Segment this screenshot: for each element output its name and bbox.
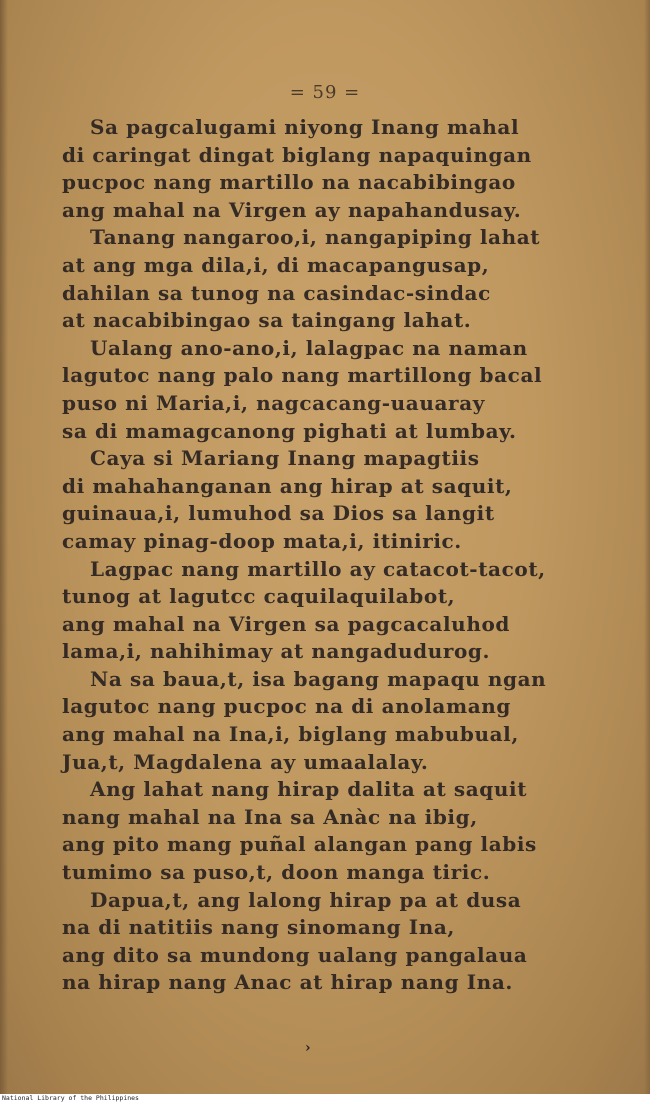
- poem-line: na di natitiis nang sinomang Ina,: [62, 915, 455, 940]
- poem-line: Ualang ano-ano,i, lalagpac na naman: [90, 335, 528, 360]
- poem-line: lama,i, nahihimay at nangadudurog.: [62, 639, 491, 664]
- poem-line: camay pinag-doop mata,i, itiniric.: [62, 528, 462, 553]
- poem-line: Dapua,t, ang lalong hirap pa at dusa: [90, 887, 522, 912]
- poem-line: dahilan sa tunog na casindac-sindac: [62, 280, 491, 305]
- page-edge-shadow-right: [644, 0, 650, 1094]
- poem-line: Caya si Mariang Inang mapagtiis: [90, 446, 480, 471]
- poem-line: Sa pagcalugami niyong Inang mahal: [90, 115, 520, 139]
- poem-line: at ang mga dila,i, di macapangusap,: [62, 252, 490, 277]
- poem-line: tunog at lagutcc caquilaquilabot,: [62, 584, 456, 609]
- poem-line: lagutoc nang pucpoc na di anolamang: [62, 694, 512, 719]
- poem-line: na hirap nang Anac at hirap nang Ina.: [62, 970, 513, 995]
- poem-line: Na sa baua,t, isa bagang mapaqu ngan: [90, 666, 547, 691]
- poem-line: lagutoc nang palo nang martillong bacal: [62, 363, 543, 388]
- poem-line: ang dito sa mundong ualang pangalaua: [62, 942, 528, 967]
- poem-line: sa di mamagcanong pighati at lumbay.: [62, 418, 517, 443]
- stanza: [62, 224, 602, 334]
- poem-line: guinaua,i, lumuhod sa Dios sa langit: [62, 501, 495, 526]
- stanza: [62, 776, 602, 886]
- stanza: [62, 556, 602, 666]
- stanza: [62, 114, 602, 224]
- poem-line: ang pito mang puñal alangan pang labis: [62, 832, 537, 857]
- poem-line: di caringat dingat biglang napaquingan: [62, 142, 532, 167]
- stanza: [62, 666, 602, 776]
- poem-line: ang mahal na Ina,i, biglang mabubual,: [62, 722, 519, 747]
- poem-body: [62, 114, 602, 997]
- page-edge-shadow-left: [0, 0, 8, 1094]
- stanza: [62, 887, 602, 997]
- page-number: = 59 =: [289, 82, 361, 103]
- stanza: [62, 335, 602, 445]
- poem-line: at nacabibingao sa taingang lahat.: [62, 308, 472, 333]
- stanza: [62, 445, 602, 555]
- poem-line: Lagpac nang martillo ay catacot-tacot,: [90, 556, 546, 581]
- poem-line: ang mahal na Virgen ay napahandusay.: [62, 197, 522, 222]
- footer-bar: [0, 1094, 650, 1103]
- poem-line: pucpoc nang martillo na nacabibingao: [62, 170, 516, 195]
- poem-line: Jua,t, Magdalena ay umaalalay.: [62, 749, 429, 774]
- poem-line: di mahahanganan ang hirap at saquit,: [62, 473, 513, 498]
- end-mark: ›: [305, 1040, 311, 1056]
- poem-line: nang mahal na Ina sa Anàc na ibig,: [62, 804, 478, 829]
- poem-line: Tanang nangaroo,i, nangapiping lahat: [90, 225, 541, 250]
- poem-line: tumimo sa puso,t, doon manga tiric.: [62, 860, 491, 885]
- poem-line: ang mahal na Virgen sa pagcacaluhod: [62, 611, 510, 636]
- library-credit: National Library of the Philippines: [2, 1094, 139, 1102]
- poem-line: puso ni Maria,i, nagcacang-uauaray: [62, 390, 485, 415]
- poem-line: Ang lahat nang hirap dalita at saquit: [90, 777, 528, 802]
